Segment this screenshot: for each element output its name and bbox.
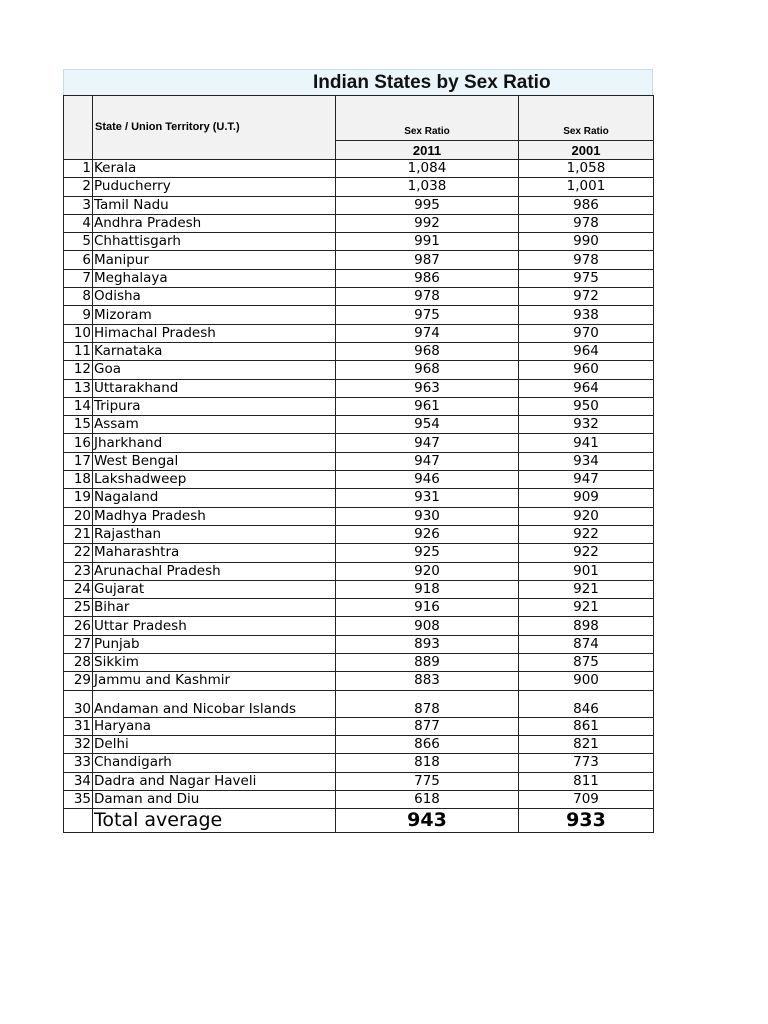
ratio-2001-cell: 811 [519, 772, 654, 790]
ratio-2001-cell: 821 [519, 735, 654, 753]
table-row [64, 288, 654, 306]
total-rank-cell [64, 809, 93, 833]
ratio-2001-cell: 875 [519, 654, 654, 672]
rank-cell: 26 [64, 617, 93, 635]
state-cell: Uttar Pradesh [93, 617, 336, 635]
table-row [64, 599, 654, 617]
ratio-2011-cell: 1,084 [336, 160, 519, 178]
state-cell: Mizoram [93, 306, 336, 324]
state-cell: Nagaland [93, 489, 336, 507]
ratio-2011-cell: 618 [336, 790, 519, 808]
ratio-2001-cell: 964 [519, 342, 654, 360]
state-cell: Daman and Diu [93, 790, 336, 808]
ratio-2001-cell: 932 [519, 416, 654, 434]
ratio-2011-cell: 883 [336, 672, 519, 690]
state-cell: Jharkhand [93, 434, 336, 452]
ratio-2011-cell: 920 [336, 562, 519, 580]
ratio-2011-cell: 1,038 [336, 178, 519, 196]
ratio-2001-cell: 934 [519, 452, 654, 470]
state-cell: Assam [93, 416, 336, 434]
table-row [64, 269, 654, 287]
state-cell: Delhi [93, 735, 336, 753]
ratio-2001-cell: 709 [519, 790, 654, 808]
ratio-2011-cell: 991 [336, 233, 519, 251]
table-row [64, 471, 654, 489]
ratio-2001-cell: 986 [519, 196, 654, 214]
header-year-2001: 2001 [519, 141, 654, 160]
table-row [64, 251, 654, 269]
rank-cell: 2 [64, 178, 93, 196]
table-row [64, 754, 654, 772]
ratio-2011-cell: 818 [336, 754, 519, 772]
table-row [64, 452, 654, 470]
ratio-2011-cell: 992 [336, 214, 519, 232]
state-cell: Jammu and Kashmir [93, 672, 336, 690]
header-row [64, 96, 654, 141]
ratio-2001-cell: 846 [519, 690, 654, 717]
state-cell: Maharashtra [93, 544, 336, 562]
rank-cell: 18 [64, 471, 93, 489]
state-cell: Chandigarh [93, 754, 336, 772]
ratio-2001-cell: 920 [519, 507, 654, 525]
ratio-2001-cell: 964 [519, 379, 654, 397]
rank-cell: 32 [64, 735, 93, 753]
table-row [64, 772, 654, 790]
ratio-2011-cell: 978 [336, 288, 519, 306]
state-cell: West Bengal [93, 452, 336, 470]
state-cell: Kerala [93, 160, 336, 178]
rank-cell: 28 [64, 654, 93, 672]
ratio-2001-cell: 1,001 [519, 178, 654, 196]
rank-cell: 24 [64, 580, 93, 598]
rank-cell: 23 [64, 562, 93, 580]
rank-cell: 10 [64, 324, 93, 342]
total-row [64, 809, 654, 833]
table-row [64, 690, 654, 717]
table-row [64, 507, 654, 525]
state-cell: Arunachal Pradesh [93, 562, 336, 580]
ratio-2001-cell: 909 [519, 489, 654, 507]
table-row [64, 306, 654, 324]
ratio-2001-cell: 941 [519, 434, 654, 452]
ratio-2011-cell: 916 [336, 599, 519, 617]
ratio-2001-cell: 972 [519, 288, 654, 306]
ratio-2011-cell: 954 [336, 416, 519, 434]
rank-cell: 20 [64, 507, 93, 525]
ratio-2001-cell: 921 [519, 580, 654, 598]
ratio-2001-cell: 978 [519, 251, 654, 269]
state-cell: Himachal Pradesh [93, 324, 336, 342]
ratio-2011-cell: 986 [336, 269, 519, 287]
state-cell: Goa [93, 361, 336, 379]
state-cell: Puducherry [93, 178, 336, 196]
ratio-2011-cell: 947 [336, 434, 519, 452]
ratio-2011-cell: 866 [336, 735, 519, 753]
table-row [64, 434, 654, 452]
ratio-2001-cell: 922 [519, 525, 654, 543]
rank-cell: 27 [64, 635, 93, 653]
table-row [64, 617, 654, 635]
state-cell: Gujarat [93, 580, 336, 598]
header-year-2011: 2011 [336, 141, 519, 160]
total-label: Total average [93, 809, 336, 833]
rank-cell: 6 [64, 251, 93, 269]
rank-cell: 30 [64, 690, 93, 717]
ratio-2011-cell: 926 [336, 525, 519, 543]
ratio-2001-cell: 921 [519, 599, 654, 617]
table-row [64, 178, 654, 196]
state-cell: Karnataka [93, 342, 336, 360]
table-row [64, 233, 654, 251]
table-row [64, 735, 654, 753]
ratio-2011-cell: 925 [336, 544, 519, 562]
header-sex-ratio-2011: Sex Ratio [336, 96, 519, 141]
spreadsheet [63, 69, 653, 833]
ratio-2011-cell: 878 [336, 690, 519, 717]
ratio-2011-cell: 947 [336, 452, 519, 470]
state-cell: Meghalaya [93, 269, 336, 287]
ratio-2011-cell: 987 [336, 251, 519, 269]
rank-cell: 3 [64, 196, 93, 214]
ratio-2011-cell: 975 [336, 306, 519, 324]
ratio-2011-cell: 877 [336, 717, 519, 735]
state-cell: Sikkim [93, 654, 336, 672]
table-row [64, 635, 654, 653]
ratio-2001-cell: 898 [519, 617, 654, 635]
rank-cell: 5 [64, 233, 93, 251]
state-cell: Andhra Pradesh [93, 214, 336, 232]
total-2001: 933 [519, 809, 654, 833]
state-cell: Andaman and Nicobar Islands [93, 690, 336, 717]
ratio-2001-cell: 773 [519, 754, 654, 772]
ratio-2011-cell: 930 [336, 507, 519, 525]
table-row [64, 324, 654, 342]
ratio-2001-cell: 874 [519, 635, 654, 653]
table-row [64, 544, 654, 562]
table-row [64, 790, 654, 808]
ratio-2011-cell: 775 [336, 772, 519, 790]
state-cell: Haryana [93, 717, 336, 735]
rank-cell: 34 [64, 772, 93, 790]
ratio-2011-cell: 963 [336, 379, 519, 397]
state-cell: Manipur [93, 251, 336, 269]
ratio-2001-cell: 1,058 [519, 160, 654, 178]
title-row [63, 69, 653, 95]
ratio-2011-cell: 931 [336, 489, 519, 507]
table-row [64, 379, 654, 397]
table-row [64, 489, 654, 507]
ratio-2001-cell: 950 [519, 397, 654, 415]
rank-cell: 9 [64, 306, 93, 324]
rank-cell: 29 [64, 672, 93, 690]
table-row [64, 525, 654, 543]
table-row [64, 654, 654, 672]
ratio-2011-cell: 893 [336, 635, 519, 653]
table-row [64, 361, 654, 379]
rank-cell: 33 [64, 754, 93, 772]
header-state: State / Union Territory (U.T.) [93, 96, 336, 160]
state-cell: Chhattisgarh [93, 233, 336, 251]
ratio-2001-cell: 978 [519, 214, 654, 232]
state-cell: Uttarakhand [93, 379, 336, 397]
ratio-2001-cell: 947 [519, 471, 654, 489]
ratio-2001-cell: 990 [519, 233, 654, 251]
state-cell: Dadra and Nagar Haveli [93, 772, 336, 790]
rank-cell: 19 [64, 489, 93, 507]
ratio-2011-cell: 968 [336, 342, 519, 360]
ratio-2011-cell: 889 [336, 654, 519, 672]
ratio-2001-cell: 970 [519, 324, 654, 342]
rank-cell: 7 [64, 269, 93, 287]
ratio-2011-cell: 974 [336, 324, 519, 342]
rank-cell: 16 [64, 434, 93, 452]
state-cell: Rajasthan [93, 525, 336, 543]
ratio-2011-cell: 918 [336, 580, 519, 598]
rank-cell: 14 [64, 397, 93, 415]
table-row [64, 397, 654, 415]
ratio-2001-cell: 960 [519, 361, 654, 379]
ratio-2001-cell: 861 [519, 717, 654, 735]
table-row [64, 416, 654, 434]
rank-cell: 22 [64, 544, 93, 562]
state-cell: Lakshadweep [93, 471, 336, 489]
rank-cell: 13 [64, 379, 93, 397]
table-row [64, 562, 654, 580]
ratio-2011-cell: 995 [336, 196, 519, 214]
state-cell: Bihar [93, 599, 336, 617]
ratio-2011-cell: 946 [336, 471, 519, 489]
state-cell: Tripura [93, 397, 336, 415]
rank-cell: 31 [64, 717, 93, 735]
ratio-2001-cell: 922 [519, 544, 654, 562]
table-row [64, 160, 654, 178]
ratio-2001-cell: 938 [519, 306, 654, 324]
ratio-2001-cell: 900 [519, 672, 654, 690]
rank-cell: 4 [64, 214, 93, 232]
table-body [64, 96, 654, 833]
table-row [64, 672, 654, 690]
header-sex-ratio-2001: Sex Ratio [519, 96, 654, 141]
total-2011: 943 [336, 809, 519, 833]
table-row [64, 717, 654, 735]
table-row [64, 580, 654, 598]
table-row [64, 342, 654, 360]
ratio-2011-cell: 908 [336, 617, 519, 635]
header-rank-cell [64, 96, 93, 160]
ratio-2011-cell: 961 [336, 397, 519, 415]
ratio-2001-cell: 901 [519, 562, 654, 580]
state-cell: Odisha [93, 288, 336, 306]
rank-cell: 25 [64, 599, 93, 617]
state-cell: Madhya Pradesh [93, 507, 336, 525]
state-cell: Tamil Nadu [93, 196, 336, 214]
rank-cell: 12 [64, 361, 93, 379]
rank-cell: 21 [64, 525, 93, 543]
page-title: Indian States by Sex Ratio [313, 72, 551, 93]
ratio-2011-cell: 968 [336, 361, 519, 379]
rank-cell: 8 [64, 288, 93, 306]
rank-cell: 15 [64, 416, 93, 434]
table-row [64, 196, 654, 214]
ratio-2001-cell: 975 [519, 269, 654, 287]
state-cell: Punjab [93, 635, 336, 653]
rank-cell: 11 [64, 342, 93, 360]
rank-cell: 1 [64, 160, 93, 178]
sex-ratio-table [63, 95, 654, 833]
table-row [64, 214, 654, 232]
rank-cell: 17 [64, 452, 93, 470]
rank-cell: 35 [64, 790, 93, 808]
